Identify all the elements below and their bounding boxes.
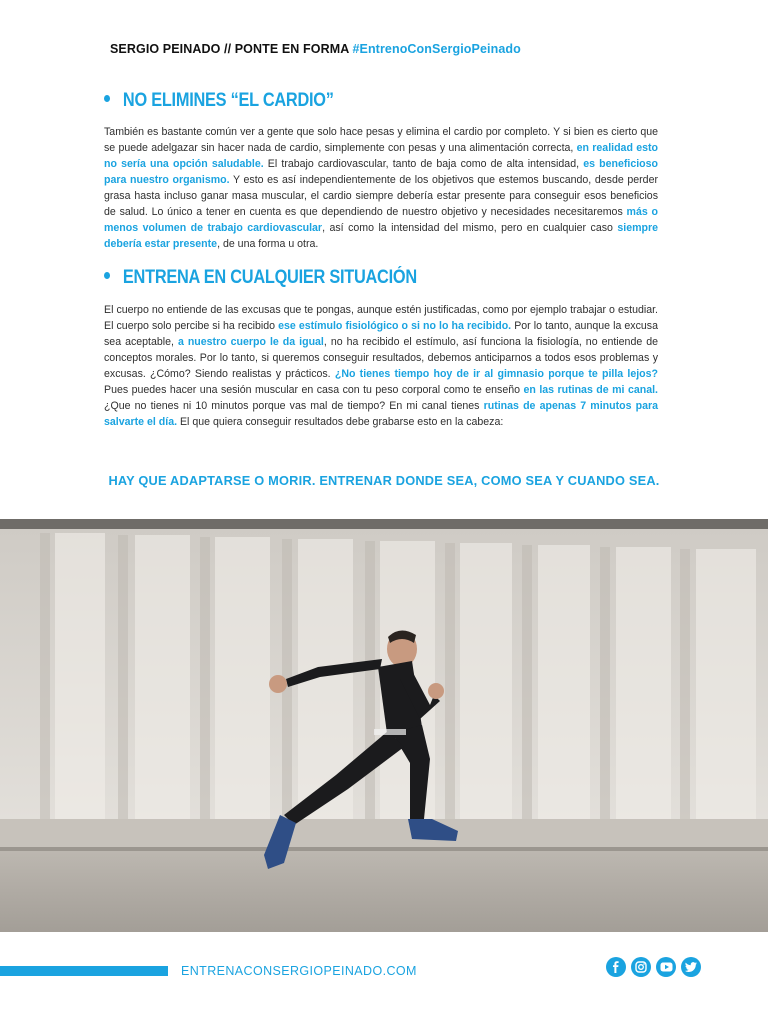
- social-links: [606, 957, 701, 977]
- highlight-quote: HAY QUE ADAPTARSE O MORIR. ENTRENAR DONDE SEA, COMO SEA Y CUANDO SEA.: [108, 473, 660, 488]
- runner-photo: [0, 519, 768, 932]
- body-text: Pues puedes hacer una sesión muscular en casa con tu peso corporal como te enseño: [104, 384, 524, 396]
- youtube-icon[interactable]: [656, 957, 676, 977]
- header-hashtag: #EntrenoConSergioPeinado: [352, 42, 521, 56]
- facebook-icon[interactable]: [606, 957, 626, 977]
- bullet-icon: [104, 95, 110, 102]
- section-title-situacion-text: ENTRENA EN CUALQUIER SITUACIÓN: [122, 267, 417, 288]
- body-text: El trabajo cardiovascular, tanto de baja como de alta intensidad,: [263, 158, 584, 170]
- paragraph-cardio: [104, 124, 658, 252]
- highlighted-text: más o menos volumen de trabajo cardiovascular: [104, 206, 658, 234]
- instagram-icon[interactable]: [631, 957, 651, 977]
- body-text: , de una forma u otra.: [217, 238, 319, 250]
- body-text: También es bastante común ver a gente que solo hace pesas y elimina el cardio por completo. Y si bien es cierto que se puede adelgazar sin hacer nada de cardio, simplemente con pesas y una alimentación correcta,: [104, 126, 658, 154]
- section-title-cardio-text: NO ELIMINES “EL CARDIO”: [122, 90, 334, 111]
- body-text: Por lo tanto, aunque la excusa sea aceptable,: [104, 320, 658, 348]
- highlighted-text: en realidad esto no sería una opción saludable.: [104, 142, 658, 170]
- footer-website-link[interactable]: ENTRENACONSERGIOPEINADO.COM: [181, 964, 417, 978]
- body-text: Y esto es así independientemente de los objetivos que estemos buscando, desde perder grasa hasta incluso ganar masa muscular, el cardio siempre debería estar presente para conseguir esos beneficios de salud. Lo único a tener en cuenta es que dependiendo de nuestro objetivo y necesidades necesitaremos: [104, 174, 658, 218]
- twitter-icon[interactable]: [681, 957, 701, 977]
- header-title: SERGIO PEINADO // PONTE EN FORMA: [110, 42, 353, 56]
- page-header: [110, 42, 521, 56]
- highlighted-text: ese estímulo fisiológico o si no lo ha recibido.: [278, 320, 512, 332]
- highlighted-text: rutinas de apenas 7 minutos para salvarte el día.: [104, 400, 658, 428]
- section-title-cardio: [104, 90, 334, 112]
- highlighted-text: a nuestro cuerpo le da igual: [177, 336, 324, 348]
- body-text: , así como la intensidad del mismo, pero en cualquier caso: [322, 222, 618, 234]
- section-title-situacion: [104, 267, 417, 289]
- body-text: El cuerpo no entiende de las excusas que te pongas, aunque estén justificadas, como por ejemplo trabajar o estudiar. El cuerpo solo percibe si ha recibido: [104, 304, 658, 332]
- paragraph-situacion: [104, 302, 658, 430]
- footer-accent-bar: [0, 966, 168, 976]
- highlighted-text: ¿No tienes tiempo hoy de ir al gimnasio porque te pilla lejos?: [334, 368, 658, 380]
- highlighted-text: es beneficioso para nuestro organismo.: [104, 158, 658, 186]
- bullet-icon: [104, 272, 110, 279]
- body-text: El que quiera conseguir resultados debe grabarse esto en la cabeza:: [177, 416, 504, 428]
- body-text: ¿Que no tienes ni 10 minutos porque vas mal de tiempo? En mi canal tienes: [104, 400, 484, 412]
- highlighted-text: en las rutinas de mi canal.: [523, 384, 659, 396]
- body-text: , no ha recibido el estímulo, así funciona la fisiología, no entiende de conceptos morales. Por lo tanto, si queremos conseguir resultados, debemos anticiparnos a todos esos problemas y excusas. ¿Cómo? Siendo realistas y prácticos.: [104, 336, 658, 380]
- highlighted-text: siempre debería estar presente: [104, 222, 659, 250]
